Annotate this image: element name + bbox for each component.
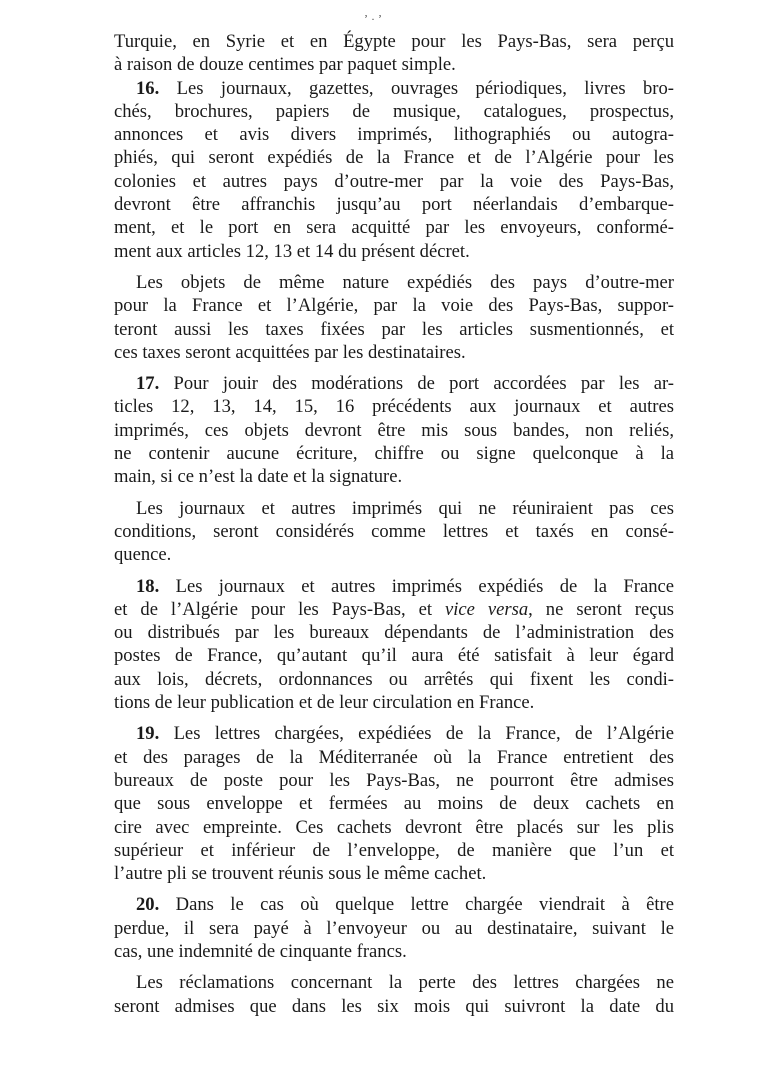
text-line: l’autre pli se trouvent réunis sous le même cachet. bbox=[114, 863, 487, 885]
text-line: Turquie, en Syrie et en Égypte pour les Pays-Bas, sera perçu bbox=[114, 31, 674, 52]
text-line: imprimés, ces objets devront être mis sous bandes, non reliés, bbox=[114, 419, 674, 441]
text-line: cas, une indemnité de cinquante francs. bbox=[114, 940, 407, 962]
text-line: colonies et autres pays d’outre-mer par la voie des Pays-Bas, bbox=[114, 170, 674, 192]
text-line: Les objets de même nature expédiés des pays d’outre-mer bbox=[136, 271, 674, 293]
text-line: ment aux articles 12, 13 et 14 du présent décret. bbox=[114, 240, 470, 262]
text-line: ment, et le port en sera acquitté par les envoyeurs, conformé- bbox=[114, 217, 674, 239]
text-line: et de l’Algérie pour les Pays-Bas, et vice versa, ne seront reçus bbox=[114, 598, 674, 620]
text-line: Les journaux et autres imprimés qui ne réuniraient pas ces bbox=[136, 497, 674, 519]
text-line: 18. Les journaux et autres imprimés expédiés de la France bbox=[136, 575, 674, 597]
text-line: pour la France et l’Algérie, par la voie des Pays-Bas, suppor- bbox=[114, 295, 674, 317]
text-line: 16. Les journaux, gazettes, ouvrages périodiques, livres bro- bbox=[136, 77, 674, 99]
text-line: bureaux de poste pour les Pays-Bas, ne pourront être admises bbox=[114, 769, 674, 791]
text-line: et des parages de la Méditerranée où la France entretient des bbox=[114, 746, 674, 768]
text-line: perdue, il sera payé à l’envoyeur ou au destinataire, suivant le bbox=[114, 917, 674, 939]
text-line: annonces et avis divers imprimés, lithographiés ou autogra- bbox=[114, 124, 674, 146]
text-line: seront admises que dans les six mois qui suivront la date du bbox=[114, 995, 674, 1017]
text-line: que sous enveloppe et fermées au moins de deux cachets en bbox=[114, 793, 674, 815]
text-line: 17. Pour jouir des modérations de port accordées par les ar- bbox=[136, 373, 674, 395]
text-line: à raison de douze centimes par paquet simple. bbox=[114, 54, 456, 76]
text-line: 20. Dans le cas où quelque lettre chargée viendrait à être bbox=[136, 894, 674, 916]
text-line: chés, brochures, papiers de musique, catalogues, prospectus, bbox=[114, 100, 674, 122]
text-line: devront être affranchis jusqu’au port néerlandais d’embarque- bbox=[114, 194, 674, 216]
text-line: ces taxes seront acquittées par les destinataires. bbox=[114, 341, 466, 363]
text-line: main, si ce n’est la date et la signature. bbox=[114, 466, 403, 488]
document-page bbox=[114, 30, 674, 1018]
text-line: quence. bbox=[114, 544, 172, 566]
text-line: supérieur et inférieur de l’enveloppe, de manière que l’un et bbox=[114, 839, 674, 861]
text-line: conditions, seront considérés comme lettres et taxés en consé- bbox=[114, 520, 674, 542]
text-line: phiés, qui seront expédiés de la France et de l’Algérie pour les bbox=[114, 147, 674, 169]
text-line: teront aussi les taxes fixées par les articles susmentionnés, et bbox=[114, 318, 674, 340]
page-top-mark: ʼ · ʼ bbox=[364, 12, 382, 26]
text-line: aux lois, décrets, ordonnances ou arrêtés qui fixent les condi- bbox=[114, 668, 674, 690]
text-line: ne contenir aucune écriture, chiffre ou signe quelconque à la bbox=[114, 443, 674, 465]
text-line: ticles 12, 13, 14, 15, 16 précédents aux journaux et autres bbox=[114, 396, 674, 418]
text-line: Les réclamations concernant la perte des lettres chargées ne bbox=[136, 972, 674, 994]
text-line: postes de France, qu’autant qu’il aura été satisfait à leur égard bbox=[114, 645, 674, 667]
text-line: 19. Les lettres chargées, expédiées de la France, de l’Algérie bbox=[136, 723, 674, 745]
text-line: tions de leur publication et de leur circulation en France. bbox=[114, 692, 535, 714]
text-line: ou distribués par les bureaux dépendants de l’administration des bbox=[114, 622, 674, 644]
text-line: cire avec empreinte. Ces cachets devront être placés sur les plis bbox=[114, 816, 674, 838]
